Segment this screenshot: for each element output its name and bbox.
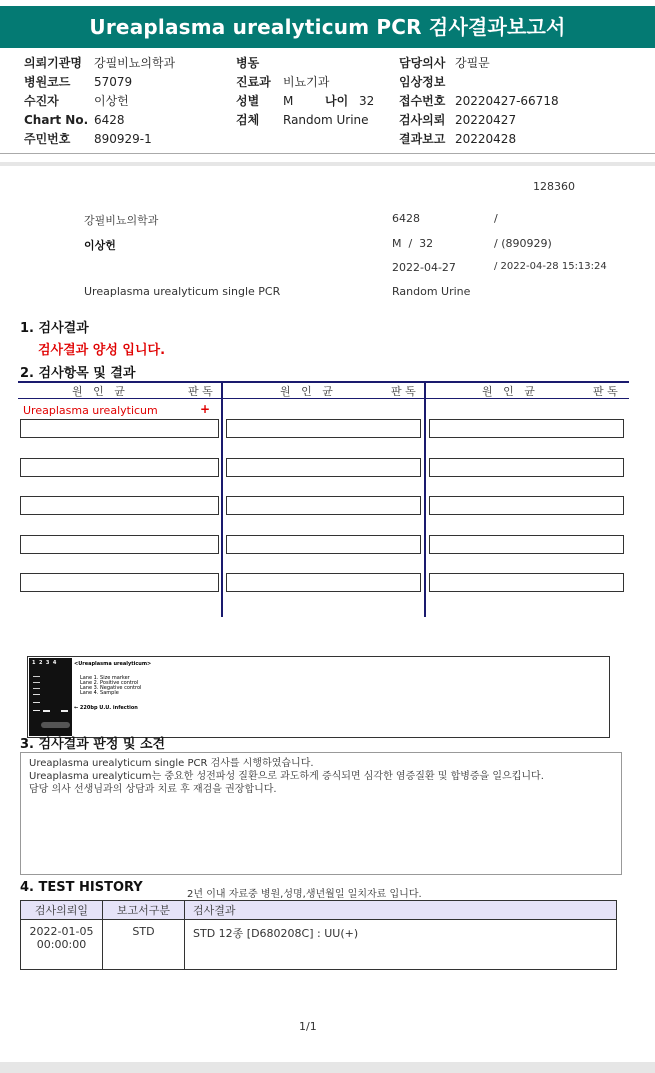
grid-cell bbox=[20, 458, 219, 477]
section-2-heading: 2. 검사항목 및 결과 bbox=[20, 366, 136, 381]
history-header-row bbox=[21, 901, 617, 920]
history-result: STD 12종 [D680208C] : UU(+) bbox=[185, 920, 617, 970]
gel-primer-dimer bbox=[41, 722, 70, 728]
gel-marker-band bbox=[33, 676, 40, 677]
hospital-value: 강필비뇨의학과 bbox=[94, 56, 176, 70]
grid-divider-1 bbox=[221, 381, 223, 617]
grid-divider-2 bbox=[424, 381, 426, 617]
table-row bbox=[21, 920, 617, 970]
result-positive-text: 검사결과 양성 입니다. bbox=[38, 343, 166, 358]
col-header-judge-2: 판 독 bbox=[391, 385, 416, 398]
gel-marker-band bbox=[33, 694, 40, 695]
gel-positive-band bbox=[43, 710, 50, 712]
history-col-date: 검사의뢰일 bbox=[21, 901, 103, 920]
summary-slash: / bbox=[494, 212, 498, 225]
receipt-no-value: 20220427-66718 bbox=[455, 94, 559, 108]
grid-cell bbox=[20, 573, 219, 592]
history-note: 2년 이내 자료중 병원,성명,생년월일 일치자료 입니다. bbox=[187, 889, 422, 900]
report-date-label: 결과보고 bbox=[399, 132, 446, 146]
section-1-heading: 1. 검사결과 bbox=[20, 321, 89, 336]
grid-cell bbox=[226, 419, 421, 438]
report-date-value: 20220428 bbox=[455, 132, 517, 146]
hospital-code-label: 병원코드 bbox=[24, 75, 71, 89]
history-date: 2022-01-05 bbox=[29, 925, 94, 938]
specimen-value: Random Urine bbox=[283, 113, 369, 127]
summary-date-received: 2022-04-27 bbox=[392, 261, 456, 274]
department-value: 비뇨기과 bbox=[283, 75, 330, 89]
resident-no-value: 890929-1 bbox=[94, 132, 152, 146]
col-header-organism-3: 원 인 균 bbox=[482, 385, 535, 398]
history-type: STD bbox=[103, 920, 185, 970]
age-label: 나이 bbox=[325, 94, 349, 108]
grid-cell bbox=[429, 419, 624, 438]
gel-title: <Ureaplasma urealyticum> bbox=[74, 661, 152, 667]
result-organism: Ureaplasma urealyticum bbox=[23, 404, 158, 417]
grid-cell bbox=[226, 496, 421, 515]
grid-cell bbox=[429, 496, 624, 515]
opinion-box bbox=[20, 752, 622, 875]
gel-sample-band bbox=[61, 710, 68, 712]
history-date-cell bbox=[21, 920, 103, 970]
header-col3 bbox=[399, 54, 559, 149]
summary-chart: 6428 bbox=[392, 212, 420, 225]
gel-band-label: ← 220bp U.U. infection bbox=[74, 705, 138, 711]
receipt-no-label: 접수번호 bbox=[399, 94, 446, 108]
top-gray-strip bbox=[0, 162, 655, 166]
grid-cell bbox=[20, 419, 219, 438]
grid-cell bbox=[429, 573, 624, 592]
summary-patient: 이상헌 bbox=[84, 239, 116, 252]
gel-electrophoresis-image bbox=[29, 658, 72, 736]
gel-marker-band bbox=[33, 710, 40, 711]
result-mark: + bbox=[200, 402, 211, 416]
page-number: 1/1 bbox=[299, 1020, 317, 1033]
summary-date-reported: / 2022-04-28 15:13:24 bbox=[494, 261, 607, 272]
col-header-organism-1: 원 인 균 bbox=[72, 385, 125, 398]
section-3-heading: 3. 검사결과 판정 및 소견 bbox=[20, 737, 166, 752]
chart-no-label: Chart No. bbox=[24, 113, 89, 127]
grid-cell bbox=[20, 496, 219, 515]
history-col-type: 보고서구분 bbox=[103, 901, 185, 920]
report-title: Ureaplasma urealyticum PCR 검사결과보고서 bbox=[0, 6, 655, 48]
gel-legend-4: Lane 4. Sample bbox=[80, 690, 119, 696]
header-col2 bbox=[236, 54, 374, 130]
request-date-label: 검사의뢰 bbox=[399, 113, 446, 127]
doctor-value: 강필문 bbox=[455, 56, 490, 70]
gel-marker-band bbox=[33, 702, 40, 703]
grid-cell bbox=[429, 458, 624, 477]
col-header-judge-1: 판 독 bbox=[188, 385, 213, 398]
request-date-value: 20220427 bbox=[455, 113, 517, 127]
summary-birth: / (890929) bbox=[494, 237, 552, 250]
grid-cell bbox=[20, 535, 219, 554]
history-table bbox=[20, 900, 617, 970]
header-col1 bbox=[24, 54, 175, 149]
sex-label: 성별 bbox=[236, 94, 260, 108]
hospital-code-value: 57079 bbox=[94, 75, 133, 89]
summary-test-name: Ureaplasma urealyticum single PCR bbox=[84, 285, 281, 298]
gel-legend-2: Lane 2. Positive control bbox=[80, 680, 139, 686]
history-time: 00:00:00 bbox=[36, 938, 87, 951]
gel-panel bbox=[27, 656, 610, 738]
summary-specimen: Random Urine bbox=[392, 285, 471, 298]
chart-no-value: 6428 bbox=[94, 113, 125, 127]
header-divider bbox=[0, 153, 655, 154]
bottom-gray-strip bbox=[0, 1062, 655, 1073]
clinical-info-label: 임상정보 bbox=[399, 75, 446, 89]
section-4-heading: 4. TEST HISTORY bbox=[20, 880, 143, 895]
gel-lane-numbers: 1 2 3 4 bbox=[32, 660, 57, 666]
sex-value: M bbox=[283, 94, 294, 108]
patient-value: 이상헌 bbox=[94, 94, 129, 108]
gel-legend-3: Lane 3. Negative control bbox=[80, 685, 142, 691]
doctor-label: 담당의사 bbox=[399, 56, 446, 70]
col-header-judge-3: 판 독 bbox=[593, 385, 618, 398]
opinion-line-1: Ureaplasma urealyticum single PCR 검사를 시행하였습니다. bbox=[29, 758, 314, 769]
opinion-line-3: 담당 의사 선생님과의 상담과 치료 후 재검을 권장합니다. bbox=[29, 784, 277, 795]
patient-label: 수진자 bbox=[24, 94, 59, 108]
grid-cell bbox=[429, 535, 624, 554]
grid-cell bbox=[226, 458, 421, 477]
summary-sex-age: M / 32 bbox=[392, 237, 434, 250]
age-value: 32 bbox=[359, 94, 375, 108]
gel-marker-band bbox=[33, 688, 40, 689]
grid-cell bbox=[226, 573, 421, 592]
ward-label: 병동 bbox=[236, 56, 260, 70]
summary-hospital: 강필비뇨의학과 bbox=[84, 214, 159, 227]
department-label: 진료과 bbox=[236, 75, 271, 89]
grid-cell bbox=[226, 535, 421, 554]
resident-no-label: 주민번호 bbox=[24, 132, 71, 146]
col-header-organism-2: 원 인 균 bbox=[280, 385, 333, 398]
opinion-line-2: Ureaplasma urealyticum는 중요한 성전파성 질환으로 과도하게 증식되면 심각한 염증질환 및 합병증을 일으킵니다. bbox=[29, 771, 544, 782]
specimen-label: 검체 bbox=[236, 113, 260, 127]
gel-marker-band bbox=[33, 682, 40, 683]
gel-legend-1: Lane 1. Size marker bbox=[80, 675, 130, 681]
history-col-result: 검사결과 bbox=[185, 901, 617, 920]
hospital-label: 의뢰기관명 bbox=[24, 56, 82, 70]
summary-code: 128360 bbox=[533, 180, 575, 193]
